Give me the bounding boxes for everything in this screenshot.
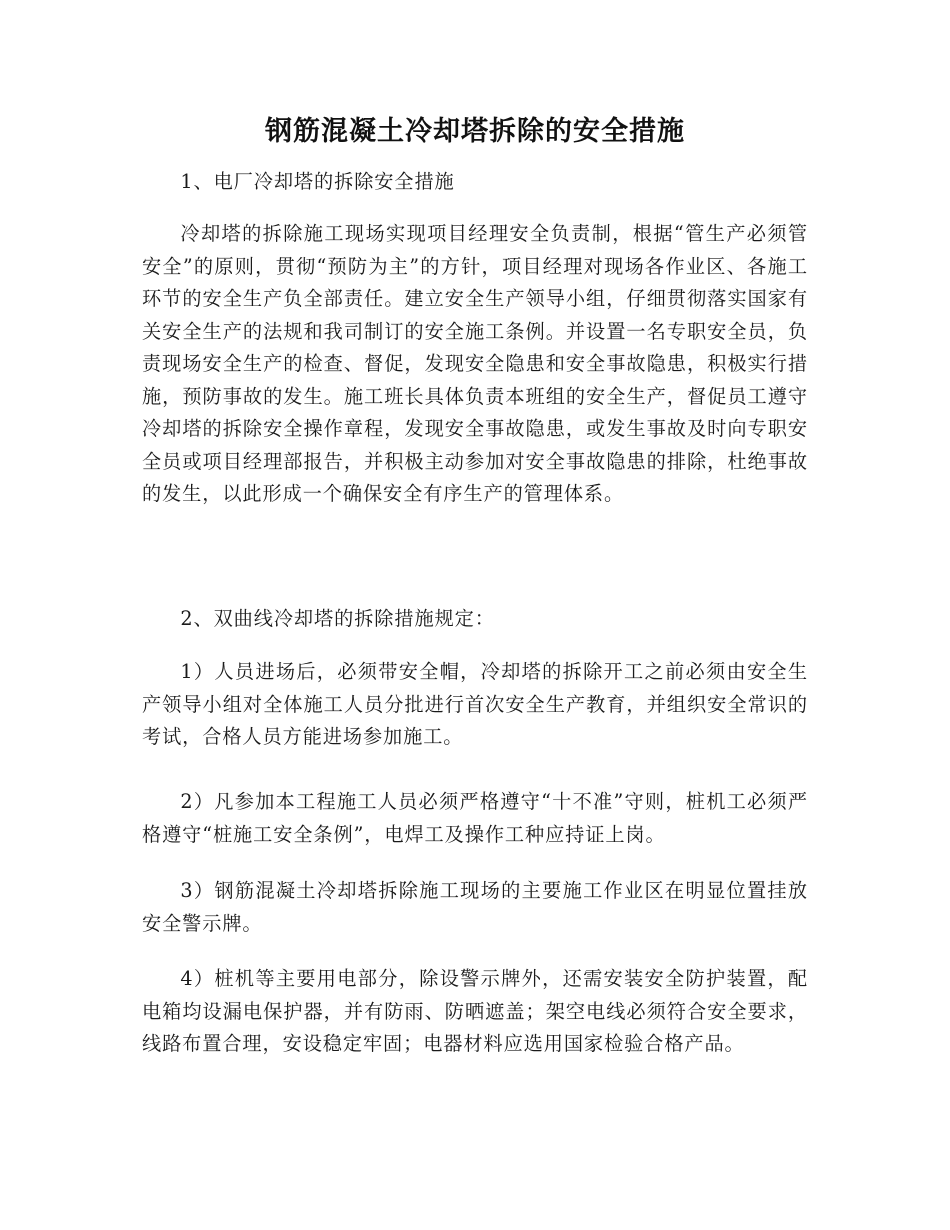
list-item-4: 4）桩机等主要用电部分，除设警示牌外，还需安装安全防护装置，配电箱均设漏电保护器，并有防雨、防晒遮盖；架空电线必须符合安全要求，线路布置合理，安设稳定牢固；电器材料应选用国家检验合格产品。: [142, 967, 808, 1055]
list-item-2: 2）凡参加本工程施工人员必须严格遵守“十不准”守则，桩机工必须严格遵守“桩施工安全条例”，电焊工及操作工种应持证上岗。: [142, 790, 808, 846]
list-item-3: 3）钢筋混凝土冷却塔拆除施工现场的主要施工作业区在明显位置挂放安全警示牌。: [142, 879, 808, 935]
section-heading-2: 2、双曲线冷却塔的拆除措施规定：: [180, 607, 495, 630]
paragraph-safety-responsibility: 冷却塔的拆除施工现场实现项目经理安全负责制，根据“管生产必须管安全”的原则，贯彻“预防为主”的方针，项目经理对现场各作业区、各施工环节的安全生产负全部责任。建立安全生产领导小组，仔细贯彻落实国家有关安全生产的法规和我司制订的安全施工条例。并设置一名专职安全员，负责现场安全生产的检查、督促，发现安全隐患和安全事故隐患，积极实行措施，预防事故的发生。施工班长具体负责本班组的安全生产，督促员工遵守冷却塔的拆除安全操作章程，发现安全事故隐患，或发生事故及时向专职安全员或项目经理部报告，并积极主动参加对安全事故隐患的排除，杜绝事故的发生，以此形成一个确保安全有序生产的管理体系。: [142, 222, 808, 505]
document-title: 钢筋混凝土冷却塔拆除的安全措施: [265, 116, 685, 147]
section-heading-1: 1、电厂冷却塔的拆除安全措施: [180, 170, 455, 193]
list-item-1: 1）人员进场后，必须带安全帽，冷却塔的拆除开工之前必须由安全生产领导小组对全体施工人员分批进行首次安全生产教育，并组织安全常识的考试，合格人员方能进场参加施工。: [142, 660, 808, 748]
